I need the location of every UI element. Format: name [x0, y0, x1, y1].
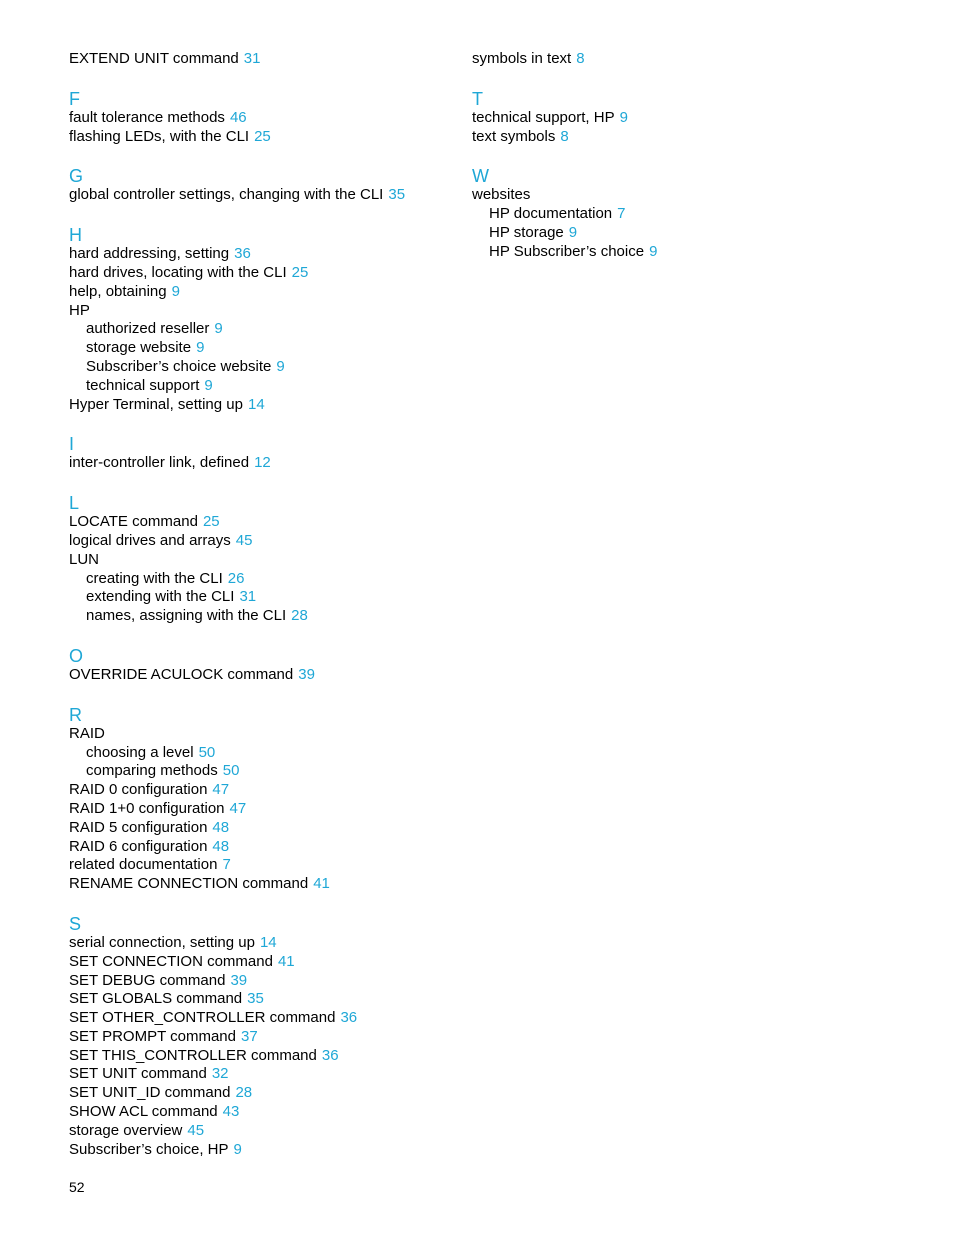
page-link[interactable]: 12 [254, 454, 271, 472]
entry-term: RAID 5 configuration [69, 818, 208, 836]
entry-term: help, obtaining [69, 282, 167, 300]
section-letter: F [69, 88, 80, 109]
index-subentry [69, 570, 449, 589]
entry-term: related documentation [69, 856, 218, 874]
page-link[interactable]: 48 [212, 818, 230, 836]
index-entry [69, 875, 449, 894]
page-number: 52 [69, 1179, 85, 1195]
page-link[interactable]: 26 [227, 569, 245, 587]
index-entry [69, 1103, 449, 1122]
index-subentry [69, 320, 449, 339]
index-entry [69, 283, 449, 302]
index-entry [472, 50, 852, 69]
section-letter: O [69, 645, 84, 666]
entry-term: Subscriber’s choice website [86, 357, 272, 375]
entry-term: storage overview [69, 1121, 183, 1139]
index-entry [69, 128, 449, 147]
index-section-i [69, 434, 449, 473]
entry-term: serial connection, setting up [69, 933, 255, 951]
index-entry [69, 934, 449, 953]
index-entry [69, 725, 449, 744]
entry-term: names, assigning with the CLI [86, 607, 287, 625]
entry-term: hard addressing, setting [69, 245, 230, 263]
entry-term: SET CONNECTION command [69, 952, 273, 970]
section-letter: R [69, 704, 82, 725]
index-entry [69, 532, 449, 551]
entry-term: HP storage [489, 223, 564, 241]
page-link[interactable]: 9 [233, 1140, 242, 1158]
index-entry [69, 990, 449, 1009]
index-section-f [69, 89, 449, 147]
page-link[interactable]: 14 [247, 395, 265, 413]
page-link[interactable]: 47 [229, 799, 247, 817]
entry-term: RAID [69, 724, 105, 742]
index-entry [69, 551, 449, 570]
entry-term: global controller settings, changing with the CLI [69, 186, 384, 204]
index-entry [472, 128, 852, 147]
page-link[interactable]: 39 [298, 665, 315, 683]
page-link[interactable]: 25 [254, 127, 271, 145]
entry-term: HP Subscriber’s choice [489, 242, 645, 260]
page-link[interactable]: 9 [276, 357, 285, 375]
index-section-w [472, 166, 852, 261]
entry-term: HP documentation [489, 205, 613, 223]
entry-term: logical drives and arrays [69, 531, 231, 549]
page-link[interactable]: 7 [222, 856, 231, 874]
page-link[interactable]: 31 [239, 588, 257, 606]
entry-term: hard drives, locating with the CLI [69, 263, 287, 281]
entry-term: RAID 1+0 configuration [69, 799, 225, 817]
section-letter: S [69, 913, 82, 934]
entry-term: RAID 0 configuration [69, 781, 208, 799]
index-section-s [69, 914, 449, 1160]
index-entry [69, 50, 449, 69]
index-entry [472, 186, 852, 205]
index-section-continued [69, 50, 449, 69]
page-link[interactable]: 43 [222, 1103, 240, 1121]
page-link[interactable]: 35 [388, 186, 406, 204]
index-entry [69, 1028, 449, 1047]
entry-term: comparing methods [86, 762, 218, 780]
entry-term: fault tolerance methods [69, 108, 225, 126]
page-link[interactable]: 35 [247, 990, 264, 1008]
page-link[interactable]: 8 [560, 127, 569, 145]
index-entry [472, 109, 852, 128]
page-link[interactable]: 36 [321, 1046, 339, 1064]
entry-term: SET UNIT command [69, 1065, 207, 1083]
entry-term: RAID 6 configuration [69, 837, 208, 855]
index-entry [69, 856, 449, 875]
index-subentry [472, 224, 852, 243]
entry-term: authorized reseller [86, 320, 210, 338]
index-entry [69, 109, 449, 128]
entry-term: OVERRIDE ACULOCK command [69, 665, 294, 683]
entry-term: SHOW ACL command [69, 1103, 218, 1121]
page-link[interactable]: 25 [291, 263, 309, 281]
index-subentry [69, 744, 449, 763]
index-section-r [69, 705, 449, 894]
page-link[interactable]: 48 [212, 837, 230, 855]
page-link[interactable]: 36 [234, 245, 251, 263]
entry-term: SET PROMPT command [69, 1027, 236, 1045]
section-letter: G [69, 166, 84, 187]
index-entry [69, 953, 449, 972]
index-entry [69, 800, 449, 819]
index-entry [69, 245, 449, 264]
page-link[interactable]: 50 [198, 743, 216, 761]
index-subentry [69, 588, 449, 607]
entry-term: extending with the CLI [86, 588, 235, 606]
index-entry [69, 666, 449, 685]
page-link[interactable]: 9 [196, 339, 205, 357]
index-entry [69, 186, 449, 205]
page-link[interactable]: 28 [291, 607, 308, 625]
index-entry [69, 838, 449, 857]
entry-term: SET DEBUG command [69, 971, 226, 989]
index-column-right [472, 50, 852, 262]
page-link[interactable]: 7 [617, 205, 626, 223]
index-entry [69, 1141, 449, 1160]
entry-term: Subscriber’s choice, HP [69, 1140, 229, 1158]
entry-term: storage website [86, 339, 192, 357]
index-entry [69, 454, 449, 473]
page-link[interactable]: 31 [243, 50, 261, 67]
entry-term: symbols in text [472, 50, 572, 67]
index-entry [69, 781, 449, 800]
page-link[interactable]: 37 [241, 1027, 258, 1045]
index-section-g [69, 166, 449, 205]
entry-term: Hyper Terminal, setting up [69, 395, 243, 413]
entry-term: choosing a level [86, 743, 194, 761]
entry-term: LOCATE command [69, 513, 198, 531]
page-link[interactable]: 9 [619, 108, 628, 126]
entry-term: technical support [86, 376, 200, 394]
index-section-continued [472, 50, 852, 69]
index-entry [69, 972, 449, 991]
section-letter: I [69, 434, 75, 455]
index-entry [69, 1065, 449, 1084]
page-link[interactable]: 8 [576, 50, 585, 67]
page-link[interactable]: 32 [211, 1065, 229, 1083]
page-link[interactable]: 28 [235, 1084, 253, 1102]
page-link[interactable]: 41 [313, 875, 330, 893]
page-link[interactable]: 9 [171, 282, 180, 300]
index-section-l [69, 493, 449, 626]
entry-term: websites [472, 186, 531, 204]
page-link[interactable]: 14 [259, 933, 277, 951]
index-section-h [69, 225, 449, 414]
section-letter: T [472, 88, 483, 109]
entry-term: flashing LEDs, with the CLI [69, 127, 250, 145]
index-entry [69, 513, 449, 532]
index-subentry [69, 358, 449, 377]
page-link[interactable]: 9 [568, 223, 578, 241]
page-link[interactable]: 46 [229, 108, 247, 126]
entry-term: LUN [69, 550, 100, 568]
index-section-o [69, 646, 449, 685]
index-subentry [69, 762, 449, 781]
index-entry [69, 1047, 449, 1066]
entry-term: SET OTHER_CONTROLLER command [69, 1009, 336, 1027]
index-subentry [472, 205, 852, 224]
index-entry [69, 302, 449, 321]
index-subentry [69, 607, 449, 626]
entry-term: technical support, HP [472, 108, 615, 126]
entry-term: HP [69, 301, 90, 319]
page-link[interactable]: 39 [230, 971, 248, 989]
entry-term: EXTEND UNIT command [69, 50, 239, 67]
entry-term: text symbols [472, 127, 556, 145]
entry-term: SET GLOBALS command [69, 990, 243, 1008]
index-entry [69, 396, 449, 415]
index-entry [69, 1084, 449, 1103]
section-letter: W [472, 166, 489, 187]
page-link[interactable]: 47 [212, 781, 230, 799]
index-subentry [472, 243, 852, 262]
page-link[interactable]: 9 [214, 320, 223, 338]
entry-term: SET THIS_CONTROLLER command [69, 1046, 317, 1064]
page-link[interactable]: 50 [222, 762, 240, 780]
index-subentry [69, 339, 449, 358]
page-link[interactable]: 25 [202, 513, 220, 531]
entry-term: SET UNIT_ID command [69, 1084, 231, 1102]
page-link[interactable]: 9 [204, 376, 213, 394]
entry-term: creating with the CLI [86, 569, 223, 587]
index-column-left [69, 50, 449, 1159]
entry-term: inter-controller link, defined [69, 454, 250, 472]
page-link[interactable]: 41 [277, 952, 295, 970]
index-entry [69, 264, 449, 283]
page-link[interactable]: 45 [235, 531, 253, 549]
index-entry [69, 1122, 449, 1141]
index-entry [69, 1009, 449, 1028]
index-entry [69, 819, 449, 838]
entry-term: RENAME CONNECTION command [69, 875, 309, 893]
index-section-t [472, 89, 852, 147]
index-subentry [69, 377, 449, 396]
section-letter: H [69, 225, 82, 246]
section-letter: L [69, 493, 80, 514]
page-link[interactable]: 36 [340, 1009, 358, 1027]
page-link[interactable]: 9 [649, 242, 658, 260]
page-link[interactable]: 45 [187, 1121, 205, 1139]
